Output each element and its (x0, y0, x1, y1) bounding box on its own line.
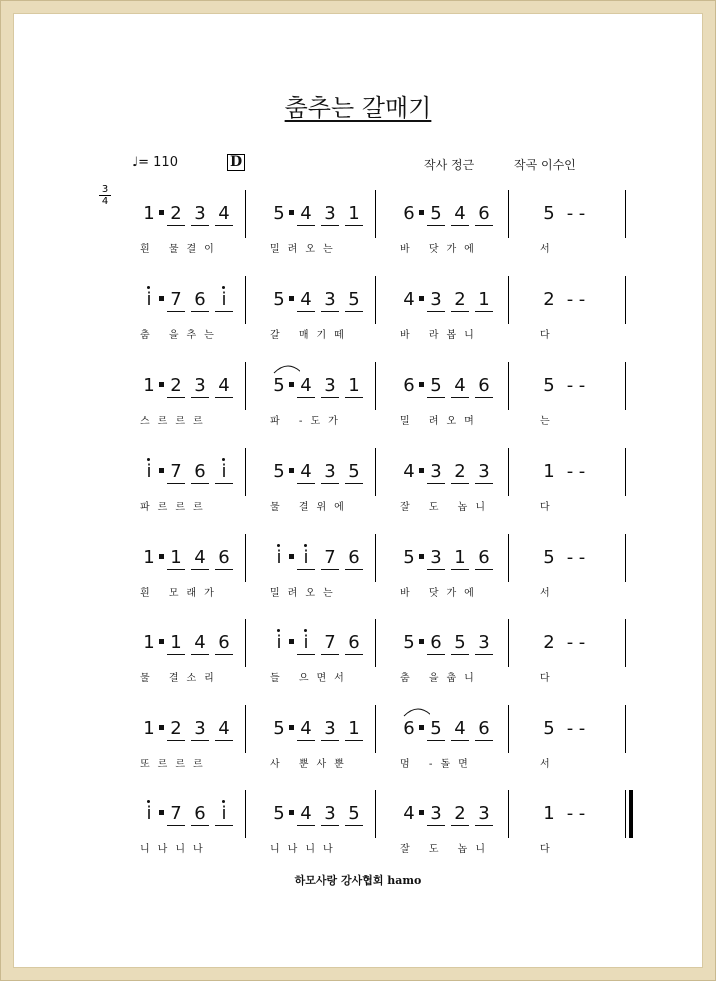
measure-notes (270, 547, 363, 573)
score-row (0, 795, 716, 875)
measure-notes (540, 461, 588, 487)
measure-lyrics: 서 (540, 588, 558, 599)
note: 4 (191, 632, 209, 655)
note: 1 (143, 632, 155, 653)
measure-notes (140, 375, 233, 401)
note: 6 (403, 718, 415, 739)
note: 4 (403, 803, 415, 824)
hold-dash: - (566, 375, 574, 396)
note: 5 (273, 461, 285, 482)
barline (245, 534, 246, 582)
measure-lyrics: 바 라봅니 (400, 330, 482, 341)
note: i (270, 632, 288, 654)
note: i (297, 547, 315, 570)
measure-notes (140, 203, 233, 229)
measure-lyrics: 춤 을춥니 (400, 673, 482, 684)
barline (508, 448, 509, 496)
measure-lyrics: 밀려오는 (270, 244, 341, 255)
note: 1 (451, 547, 469, 570)
note: 3 (427, 547, 445, 570)
note: 5 (427, 718, 445, 741)
measure-notes (540, 289, 588, 315)
note-dot (159, 468, 164, 473)
measure-notes (140, 803, 233, 829)
note: 1 (543, 803, 555, 824)
time-signature-bottom: 4 (101, 196, 109, 207)
hold-dash: - (578, 718, 586, 739)
barline (625, 534, 626, 582)
note: 6 (475, 547, 493, 570)
measure-lyrics: 스르르르 (140, 416, 211, 427)
note-dot (289, 639, 294, 644)
barline (245, 276, 246, 324)
measure-lyrics: 니나니나 (140, 844, 211, 855)
note: 3 (191, 203, 209, 226)
note: 4 (297, 375, 315, 398)
note-dot (289, 468, 294, 473)
note: 3 (191, 718, 209, 741)
measure-notes (140, 632, 233, 658)
note-dot (289, 382, 294, 387)
measure-lyrics: 물 결소리 (140, 673, 222, 684)
note: 3 (321, 203, 339, 226)
barline (245, 705, 246, 753)
note: 7 (321, 547, 339, 570)
note: 3 (191, 375, 209, 398)
measure-notes (400, 632, 493, 658)
note: 5 (543, 547, 555, 568)
note: 7 (167, 803, 185, 826)
note: 6 (191, 461, 209, 484)
measure-notes (140, 461, 233, 487)
barline (245, 619, 246, 667)
note: 4 (297, 203, 315, 226)
note: 6 (345, 632, 363, 655)
measure-lyrics: 서 (540, 244, 558, 255)
note: 6 (191, 803, 209, 826)
note: 4 (191, 547, 209, 570)
note-dot (159, 382, 164, 387)
note: 1 (143, 375, 155, 396)
note: 1 (143, 203, 155, 224)
note: 7 (167, 461, 185, 484)
measure-lyrics: 잘 도 놉니 (400, 502, 493, 513)
measure-notes (400, 203, 493, 229)
measure-notes (400, 375, 493, 401)
note: 4 (451, 375, 469, 398)
measure-notes (270, 632, 363, 658)
barline (625, 705, 626, 753)
footer-credit: 하모사랑 강사협회 hamo (294, 874, 422, 887)
note-dot (159, 639, 164, 644)
note-dot (419, 554, 424, 559)
note-dot (289, 810, 294, 815)
final-barline (629, 790, 633, 838)
hold-dash: - (578, 803, 586, 824)
slur (272, 361, 300, 375)
hold-dash: - (566, 718, 574, 739)
note: 1 (475, 289, 493, 312)
score-row (0, 710, 716, 790)
hold-dash: - (578, 461, 586, 482)
measure-lyrics: 흰 물결이 (140, 244, 222, 255)
measure-notes (400, 461, 493, 487)
measure-lyrics: 니나니나 (270, 844, 341, 855)
hold-dash: - (566, 547, 574, 568)
note: 5 (273, 203, 285, 224)
measure-lyrics: 춤 을추는 (140, 330, 222, 341)
note: 3 (475, 803, 493, 826)
note: 2 (167, 375, 185, 398)
measure-notes (540, 803, 588, 829)
note: i (297, 632, 315, 655)
note: 3 (321, 289, 339, 312)
composer-credit: 작곡 이수인 (514, 158, 576, 172)
note: 3 (475, 632, 493, 655)
note: i (140, 461, 158, 483)
note: i (215, 289, 233, 312)
note: 5 (543, 203, 555, 224)
tempo-marking: ♩= 110 (132, 155, 178, 170)
note-dot (419, 382, 424, 387)
note: 1 (167, 632, 185, 655)
barline (245, 190, 246, 238)
key-signature: D (227, 154, 245, 171)
barline (375, 276, 376, 324)
measure-notes (140, 718, 233, 744)
barline (508, 534, 509, 582)
barline (508, 619, 509, 667)
measure-lyrics: 다 (540, 844, 558, 855)
barline (508, 190, 509, 238)
measure-lyrics: 또르르르 (140, 759, 211, 770)
note: 4 (297, 289, 315, 312)
score-row (0, 539, 716, 619)
note-dot (419, 810, 424, 815)
measure-lyrics: 물 결위에 (270, 502, 352, 513)
barline (375, 619, 376, 667)
barline (245, 448, 246, 496)
measure-lyrics: 바 닷가에 (400, 588, 482, 599)
barline (245, 790, 246, 838)
note: 5 (543, 718, 555, 739)
note-dot (419, 468, 424, 473)
barline (625, 448, 626, 496)
note-dot (289, 296, 294, 301)
measure-lyrics: 다 (540, 502, 558, 513)
barline (625, 190, 626, 238)
note: 4 (451, 718, 469, 741)
note: 5 (273, 289, 285, 310)
note: 2 (167, 718, 185, 741)
note: i (140, 803, 158, 825)
measure-notes (540, 718, 588, 744)
note: i (215, 461, 233, 484)
measure-lyrics: 파르르르 (140, 502, 211, 513)
note: 5 (273, 375, 285, 396)
barline (625, 276, 626, 324)
note: 2 (451, 803, 469, 826)
barline (508, 790, 509, 838)
measure-lyrics: 밀 려오며 (400, 416, 482, 427)
measure-lyrics: 흰 모래가 (140, 588, 222, 599)
note: 3 (475, 461, 493, 484)
note: 5 (451, 632, 469, 655)
barline (625, 790, 626, 838)
note-dot (159, 296, 164, 301)
measure-notes (540, 547, 588, 573)
measure-lyrics: 는 (540, 416, 558, 427)
barline (375, 705, 376, 753)
note: 6 (191, 289, 209, 312)
note: 1 (143, 547, 155, 568)
note: 2 (451, 461, 469, 484)
hold-dash: - (566, 289, 574, 310)
note: 6 (215, 632, 233, 655)
note: 4 (403, 461, 415, 482)
note-dot (419, 296, 424, 301)
measure-lyrics: 밀려오는 (270, 588, 341, 599)
time-signature-top: 3 (101, 184, 109, 195)
barline (508, 276, 509, 324)
slur (402, 704, 430, 718)
note-dot (159, 554, 164, 559)
note: 3 (427, 289, 445, 312)
measure-lyrics: 잘 도 놉니 (400, 844, 493, 855)
note: 4 (215, 203, 233, 226)
lyricist-credit: 작사 정근 (424, 158, 475, 172)
measure-lyrics: 다 (540, 673, 558, 684)
note: 1 (345, 203, 363, 226)
note: 2 (167, 203, 185, 226)
measure-notes (270, 289, 363, 315)
note: 3 (321, 803, 339, 826)
note: i (270, 547, 288, 569)
note: 5 (273, 718, 285, 739)
note: 3 (427, 803, 445, 826)
barline (375, 190, 376, 238)
note: 5 (403, 547, 415, 568)
hold-dash: - (578, 203, 586, 224)
note: 4 (297, 461, 315, 484)
note: 5 (427, 203, 445, 226)
note: 4 (215, 375, 233, 398)
measure-lyrics: 바 닷가에 (400, 244, 482, 255)
measure-notes (270, 718, 363, 744)
hold-dash: - (578, 547, 586, 568)
barline (508, 362, 509, 410)
note: 6 (345, 547, 363, 570)
score-row (0, 367, 716, 447)
barline (375, 534, 376, 582)
measure-lyrics: 사 뿐사뿐 (270, 759, 352, 770)
measure-notes (270, 461, 363, 487)
hold-dash: - (566, 632, 574, 653)
note-dot (289, 725, 294, 730)
note: 6 (427, 632, 445, 655)
note: 6 (475, 203, 493, 226)
note: 5 (273, 803, 285, 824)
measure-notes (400, 718, 493, 744)
measure-lyrics: 멈 -돌면 (400, 759, 476, 770)
hold-dash: - (566, 803, 574, 824)
note: 1 (167, 547, 185, 570)
note: 6 (475, 375, 493, 398)
note: 2 (543, 632, 555, 653)
measure-notes (140, 547, 233, 573)
note: 6 (215, 547, 233, 570)
note: 5 (345, 289, 363, 312)
hold-dash: - (578, 375, 586, 396)
measure-lyrics: 다 (540, 330, 558, 341)
note: 5 (345, 803, 363, 826)
measure-notes (540, 632, 588, 658)
measure-notes (270, 203, 363, 229)
note: 3 (321, 718, 339, 741)
note-dot (419, 639, 424, 644)
note: 7 (321, 632, 339, 655)
note: 4 (403, 289, 415, 310)
note-dot (289, 554, 294, 559)
hold-dash: - (578, 289, 586, 310)
note: 3 (427, 461, 445, 484)
note: i (140, 289, 158, 311)
note: i (215, 803, 233, 826)
note: 5 (543, 375, 555, 396)
measure-notes (270, 803, 363, 829)
measure-lyrics: 갈 매기떼 (270, 330, 352, 341)
measure-notes (400, 803, 493, 829)
note-dot (159, 810, 164, 815)
note: 4 (451, 203, 469, 226)
barline (375, 362, 376, 410)
note: 2 (451, 289, 469, 312)
barline (625, 619, 626, 667)
barline (508, 705, 509, 753)
barline (375, 448, 376, 496)
note-dot (159, 725, 164, 730)
score-row (0, 453, 716, 533)
note: 1 (345, 718, 363, 741)
measure-notes (270, 375, 363, 401)
measure-notes (540, 375, 588, 401)
song-title: 춤추는 갈매기 (284, 94, 432, 122)
barline (625, 362, 626, 410)
note: 1 (543, 461, 555, 482)
score-row (0, 281, 716, 361)
note: 2 (543, 289, 555, 310)
note: 4 (297, 803, 315, 826)
note: 5 (403, 632, 415, 653)
note: 1 (345, 375, 363, 398)
barline (245, 362, 246, 410)
note-dot (419, 725, 424, 730)
note: 3 (321, 375, 339, 398)
barline (375, 790, 376, 838)
note-dot (419, 210, 424, 215)
note: 4 (215, 718, 233, 741)
measure-notes (400, 547, 493, 573)
score-row (0, 624, 716, 704)
note-dot (289, 210, 294, 215)
note: 4 (297, 718, 315, 741)
note: 5 (427, 375, 445, 398)
hold-dash: - (578, 632, 586, 653)
note: 5 (345, 461, 363, 484)
note: 6 (475, 718, 493, 741)
measure-lyrics: 서 (540, 759, 558, 770)
note: 6 (403, 203, 415, 224)
hold-dash: - (566, 203, 574, 224)
note: 3 (321, 461, 339, 484)
note: 7 (167, 289, 185, 312)
measure-lyrics: 들 으면서 (270, 673, 352, 684)
measure-notes (400, 289, 493, 315)
hold-dash: - (566, 461, 574, 482)
measure-notes (140, 289, 233, 315)
measure-notes (540, 203, 588, 229)
score-row (0, 195, 716, 275)
measure-lyrics: 파 -도가 (270, 416, 346, 427)
note: 6 (403, 375, 415, 396)
note-dot (159, 210, 164, 215)
note: 1 (143, 718, 155, 739)
